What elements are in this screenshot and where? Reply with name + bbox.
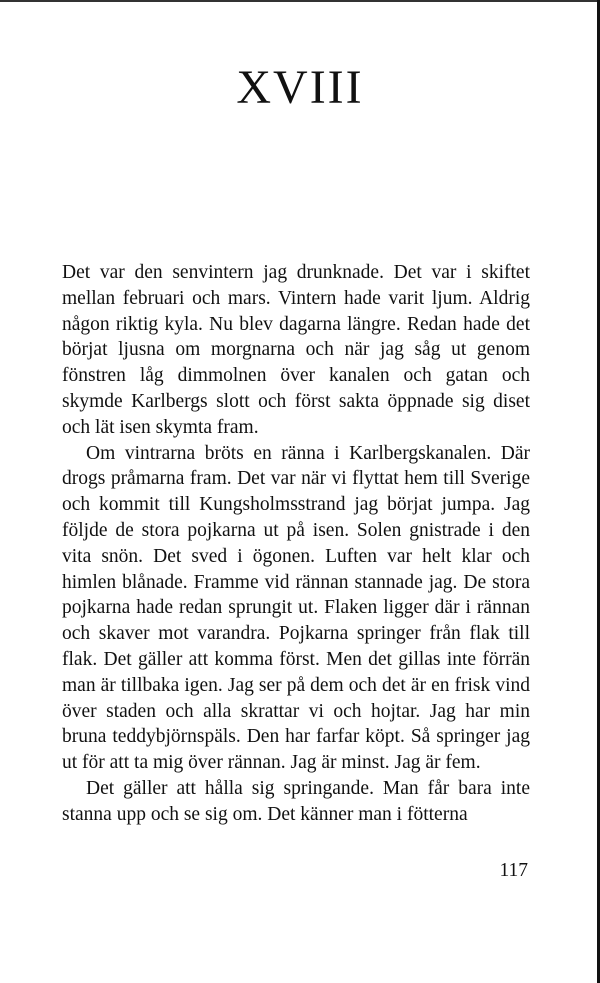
chapter-title: XVIII [236,61,364,114]
paragraph-1: Det var den senvintern jag drunknade. Det var i skiftet mellan februari och mars. Vintern hade varit ljum. Aldrig någon riktig kyla. Nu blev dagarna längre. Redan hade det börjat ljusna om morgnarna och när jag såg ut genom fönstren låg dimmolnen över kanalen och gatan och skymde Karlbergs slott och först sakta öppnade sig diset och lät isen skymta fram. [62,262,530,438]
page-top-edge [0,0,600,2]
page-number: 117 [499,860,528,881]
body-text [62,260,530,828]
paragraph-3: Det gäller att hålla sig springande. Man får bara inte stanna upp och se sig om. Det känner man i fötterna [62,777,530,825]
paragraph-2: Om vintrarna bröts en ränna i Karlbergskanalen. Där drogs pråmarna fram. Det var när vi flyttat hem till Sverige och kommit till Kungsholmsstrand jag börjat jumpa. Jag följde de stora pojkarna ut på isen. Solen gnistrade i den vita snön. Det sved i ögonen. Luften var helt klar och himlen blånade. Framme vid rännan stannade jag. De stora pojkarna hade redan sprungit ut. Flaken ligger där i rännan och skaver mot varandra. Pojkarna springer från flak till flak. Det gäller att komma först. Men det gillas inte förrän man är tillbaka igen. Jag ser på dem och det är en frisk vind över staden och alla skrattar vi och hojtar. Jag har min bruna teddybjörnspäls. Den har farfar köpt. Så springer jag ut för att ta mig över rännan. Jag är minst. Jag är fem. [62,442,530,774]
